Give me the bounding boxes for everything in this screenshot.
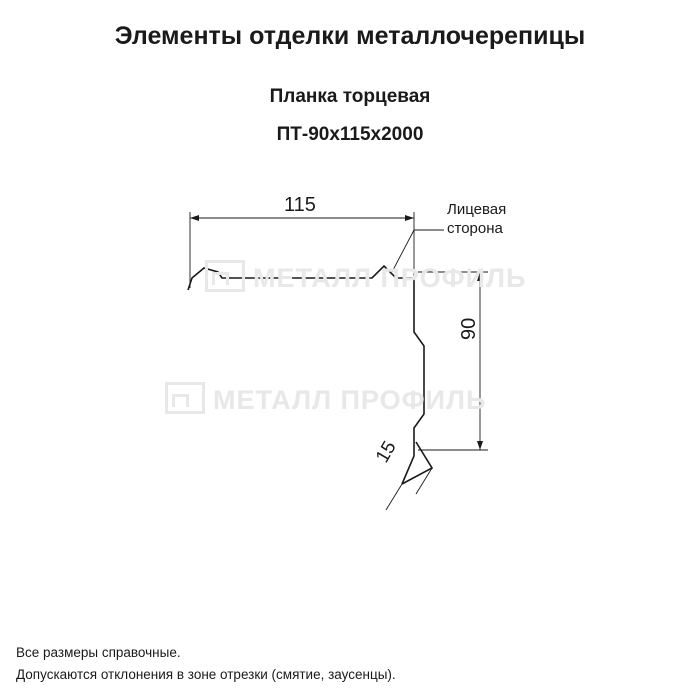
- product-code: ПТ-90х115х2000: [276, 124, 424, 145]
- face-side-label-line1: Лицевая: [447, 201, 507, 218]
- page-title: Элементы отделки металлочерепицы: [114, 22, 586, 50]
- face-side-label: [447, 200, 506, 238]
- watermark-text: МЕТАЛЛ ПРОФИЛЬ: [253, 263, 527, 293]
- technical-drawing: [0, 160, 700, 560]
- product-name: Планка торцевая: [269, 86, 431, 107]
- dimension-flange-label: 15: [372, 437, 401, 467]
- dimension-width-label: 115: [284, 194, 316, 216]
- footnote-line-2: Допускаются отклонения в зоне отрезки (смятие, заусенцы).: [16, 667, 396, 682]
- watermark-text: МЕТАЛЛ ПРОФИЛЬ: [213, 385, 487, 415]
- footnotes: [16, 642, 396, 686]
- face-side-label-line2: сторона: [447, 220, 503, 237]
- profile-svg: [0, 160, 700, 560]
- dimension-lines: [190, 212, 488, 510]
- leader-line-face-side: [392, 230, 444, 272]
- footnote-line-1: Все размеры справочные.: [16, 645, 181, 660]
- dimension-height-label: 90: [458, 317, 480, 340]
